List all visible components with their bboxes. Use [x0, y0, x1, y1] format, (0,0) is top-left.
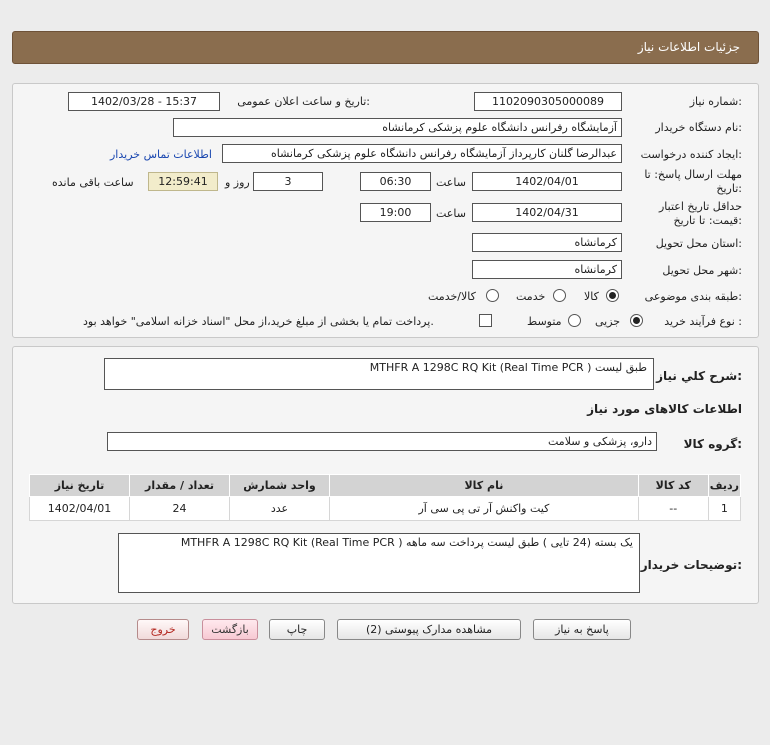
exit-button[interactable]: خروج: [137, 619, 189, 640]
buyer-notes-field: MTHFR A 1298C RQ Kit (Real Time PCR ) یک بسته (24 تایی ) طبق لیست پرداخت سه ماهه: [118, 533, 640, 593]
city-field: کرمانشاه: [472, 260, 622, 279]
cell-qty: 24: [130, 497, 230, 521]
buyer-contact-link[interactable]: اطلاعات تماس خریدار: [110, 148, 212, 161]
treasury-checkbox[interactable]: [479, 314, 492, 327]
print-button[interactable]: چاپ: [269, 619, 325, 640]
city-label: شهر محل تحویل:: [662, 264, 742, 277]
category-option-goods: کالا: [584, 290, 599, 303]
category-radio-goods-service[interactable]: [486, 289, 499, 302]
cell-row: 1: [708, 497, 740, 521]
process-radio-medium[interactable]: [568, 314, 581, 327]
items-table-header: [30, 475, 741, 497]
deadline-label-line1: مهلت ارسال پاسخ: تا: [644, 168, 742, 181]
category-label: طبقه بندی موضوعی:: [644, 290, 742, 303]
need-number-label: شماره نیاز:: [689, 95, 742, 108]
process-label: نوع فرآیند خرید :: [664, 315, 742, 328]
validity-hour-field: 19:00: [360, 203, 431, 222]
goods-group-field: دارو، پزشکی و سلامت: [107, 432, 657, 451]
goods-group-label: گروه کالا:: [683, 437, 742, 451]
process-option-minor: جزیی: [595, 315, 621, 328]
deadline-label: [644, 168, 742, 196]
col-row: ردیف: [708, 475, 740, 497]
announce-label: تاریخ و ساعت اعلان عمومی:: [237, 95, 370, 108]
treasury-note: پرداخت تمام یا بخشی از مبلغ خرید،از محل "اسناد خزانه اسلامی" خواهد بود.: [83, 315, 434, 328]
goods-section-title: اطلاعات کالاهای مورد نیاز: [587, 402, 742, 416]
validity-label-line2: قیمت: تا تاریخ:: [673, 214, 742, 227]
items-table-container: [29, 474, 741, 521]
category-radio-goods[interactable]: [606, 289, 619, 302]
validity-hour-label: ساعت: [436, 207, 466, 220]
process-radio-minor[interactable]: [630, 314, 643, 327]
col-unit: واحد شمارش: [230, 475, 330, 497]
announce-field: 1402/03/28 - 15:37: [68, 92, 220, 111]
col-name: نام کالا: [330, 475, 639, 497]
province-label: استان محل تحویل:: [655, 237, 742, 250]
validity-label-line1: حداقل تاریخ اعتبار: [658, 200, 742, 213]
reply-button[interactable]: پاسخ به نیاز: [533, 619, 631, 640]
remaining-time-field: 12:59:41: [148, 172, 218, 191]
back-button[interactable]: بازگشت: [202, 619, 258, 640]
cell-date: 1402/04/01: [30, 497, 130, 521]
buyer-org-label: نام دستگاه خریدار:: [655, 121, 742, 134]
buyer-org-field: آزمایشگاه رفرانس دانشگاه علوم پزشکی کرمانشاه: [173, 118, 622, 137]
col-date: تاریخ نیاز: [30, 475, 130, 497]
buyer-notes-label: توضیحات خریدار:: [640, 558, 742, 572]
page-title: جزئیات اطلاعات نیاز: [637, 40, 740, 54]
deadline-hour-label: ساعت: [436, 176, 466, 189]
deadline-label-line2: تاریخ:: [716, 182, 742, 195]
process-option-medium: متوسط: [527, 315, 562, 328]
col-code: کد کالا: [638, 475, 708, 497]
category-option-service: خدمت: [516, 290, 546, 303]
days-field: 3: [253, 172, 323, 191]
col-qty: تعداد / مقدار: [130, 475, 230, 497]
requester-field: عبدالرضا گلنان کارپرداز آزمایشگاه رفرانس دانشگاه علوم پزشکی کرمانشاه: [222, 144, 622, 163]
summary-label: شرح کلي نياز:: [656, 369, 742, 383]
deadline-hour-field: 06:30: [360, 172, 431, 191]
validity-date-field: 1402/04/31: [472, 203, 622, 222]
category-radio-service[interactable]: [553, 289, 566, 302]
items-table: [29, 474, 741, 521]
need-number-field: 1102090305000089: [474, 92, 622, 111]
attachments-button[interactable]: مشاهده مدارک پیوستی (2): [337, 619, 521, 640]
page-header: [12, 31, 759, 64]
validity-label: [659, 200, 742, 228]
summary-field: MTHFR A 1298C RQ Kit (Real Time PCR ) طبق لیست: [104, 358, 654, 390]
table-row[interactable]: [30, 497, 741, 521]
deadline-date-field: 1402/04/01: [472, 172, 622, 191]
days-label: روز و: [225, 176, 250, 189]
requester-label: ایجاد کننده درخواست:: [640, 148, 742, 161]
remaining-label: ساعت باقی مانده: [52, 176, 134, 189]
category-option-goods-service: کالا/خدمت: [428, 290, 476, 303]
cell-unit: عدد: [230, 497, 330, 521]
cell-code: --: [638, 497, 708, 521]
province-field: کرمانشاه: [472, 233, 622, 252]
cell-name: کیت واکنش آر تی پی سی آر: [330, 497, 639, 521]
